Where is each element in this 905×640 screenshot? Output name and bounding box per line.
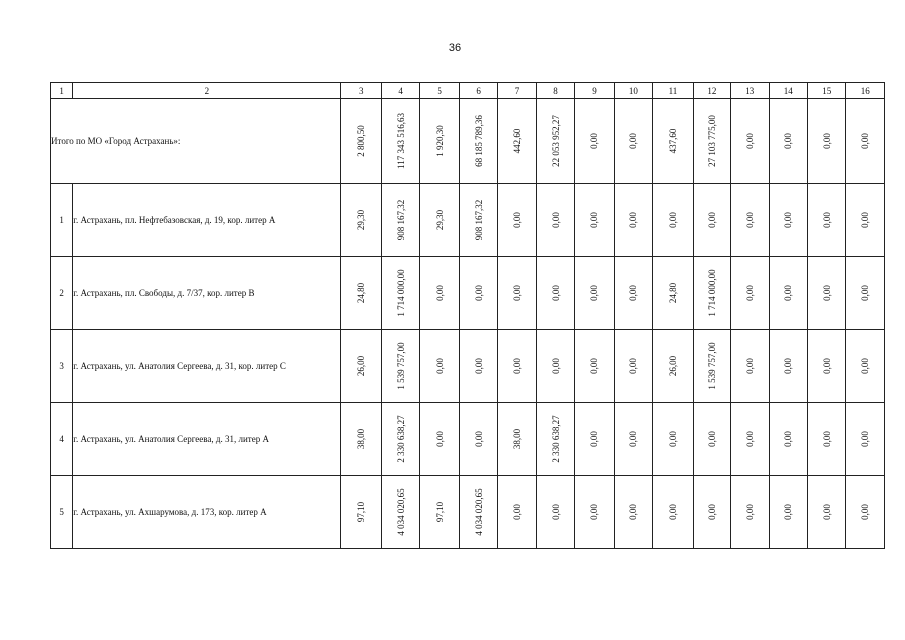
value-cell: [381, 257, 419, 330]
total-value-cell: [769, 99, 807, 184]
total-value-cell: [807, 99, 845, 184]
cell-value: 0,00: [821, 358, 832, 374]
value-cell: [769, 330, 807, 403]
value-cell: [575, 403, 614, 476]
value-cell: [653, 330, 693, 403]
value-cell: [807, 257, 845, 330]
cell-value: 24,80: [667, 282, 678, 304]
cell-value: 0,00: [860, 431, 871, 447]
cell-value: 26,00: [356, 355, 367, 377]
value-cell: [536, 403, 574, 476]
cell-value: 0,00: [628, 504, 639, 520]
table-row: [51, 257, 885, 330]
value-cell: [459, 257, 497, 330]
cell-value: 0,00: [860, 504, 871, 520]
cell-value: 0,00: [821, 212, 832, 228]
column-number-header: 2: [73, 83, 341, 99]
table-body: [51, 83, 885, 549]
value-cell: [769, 476, 807, 549]
value-cell: [653, 184, 693, 257]
value-cell: [498, 184, 536, 257]
column-number-header: 10: [614, 83, 652, 99]
column-number-header: 8: [536, 83, 574, 99]
value-cell: [381, 184, 419, 257]
total-value: 0,00: [589, 133, 600, 149]
cell-value: 1 539 757,00: [706, 342, 717, 390]
cell-value: 0,00: [434, 431, 445, 447]
cell-value: 0,00: [783, 358, 794, 374]
cell-value: 0,00: [550, 285, 561, 301]
cell-value: 0,00: [434, 285, 445, 301]
cell-value: 97,10: [434, 501, 445, 523]
total-value: 68 185 789,36: [473, 115, 484, 167]
value-cell: [769, 184, 807, 257]
cell-value: 0,00: [744, 285, 755, 301]
value-cell: [693, 403, 730, 476]
total-value-cell: [846, 99, 885, 184]
value-cell: [769, 403, 807, 476]
total-value-cell: [653, 99, 693, 184]
value-cell: [807, 476, 845, 549]
value-cell: [653, 403, 693, 476]
value-cell: [731, 403, 769, 476]
column-number-header: 5: [420, 83, 459, 99]
cell-value: 38,00: [512, 428, 523, 450]
cell-value: 0,00: [512, 212, 523, 228]
row-number: 1: [51, 184, 73, 257]
value-cell: [807, 330, 845, 403]
address-cell: г. Астрахань, ул. Анатолия Сергеева, д. 31, литер А: [73, 403, 341, 476]
value-cell: [498, 330, 536, 403]
column-number-header: 13: [731, 83, 769, 99]
value-cell: [731, 184, 769, 257]
value-cell: [420, 184, 459, 257]
cell-value: 0,00: [667, 212, 678, 228]
cell-value: 0,00: [744, 358, 755, 374]
cell-value: 0,00: [667, 431, 678, 447]
total-value-cell: [575, 99, 614, 184]
cell-value: 0,00: [589, 358, 600, 374]
cell-value: 0,00: [628, 212, 639, 228]
value-cell: [459, 330, 497, 403]
cell-value: 0,00: [860, 212, 871, 228]
value-cell: [420, 476, 459, 549]
cell-value: 0,00: [589, 431, 600, 447]
value-cell: [575, 476, 614, 549]
cell-value: 0,00: [706, 504, 717, 520]
total-label: Итого по МО «Город Астрахань»:: [51, 99, 341, 184]
cell-value: 0,00: [821, 285, 832, 301]
cell-value: 4 034 020,65: [395, 488, 406, 536]
cell-value: 0,00: [783, 212, 794, 228]
table-row: [51, 330, 885, 403]
total-value: 117 343 516,63: [395, 113, 406, 169]
cell-value: 0,00: [706, 212, 717, 228]
total-value: 442,60: [512, 128, 523, 154]
cell-value: 0,00: [473, 285, 484, 301]
cell-value: 0,00: [860, 358, 871, 374]
column-number-header: 16: [846, 83, 885, 99]
value-cell: [807, 184, 845, 257]
column-number-header: 11: [653, 83, 693, 99]
value-cell: [420, 257, 459, 330]
page-number: 36: [448, 42, 462, 54]
cell-value: 2 330 638,27: [395, 415, 406, 463]
cell-value: 0,00: [434, 358, 445, 374]
cell-value: 908 167,32: [473, 199, 484, 241]
column-number-header: 6: [459, 83, 497, 99]
cell-value: 0,00: [744, 212, 755, 228]
value-cell: [614, 330, 652, 403]
cell-value: 0,00: [744, 431, 755, 447]
total-value-cell: [614, 99, 652, 184]
value-cell: [693, 476, 730, 549]
cell-value: 0,00: [783, 431, 794, 447]
total-value-cell: [731, 99, 769, 184]
total-value-cell: [693, 99, 730, 184]
cell-value: 0,00: [628, 285, 639, 301]
total-value: 27 103 775,00: [706, 115, 717, 167]
cell-value: 908 167,32: [395, 199, 406, 241]
value-cell: [381, 403, 419, 476]
cell-value: 0,00: [744, 504, 755, 520]
total-value: 2 800,50: [356, 125, 367, 157]
total-value-cell: [341, 99, 381, 184]
row-number: 3: [51, 330, 73, 403]
value-cell: [459, 403, 497, 476]
cell-value: 0,00: [473, 358, 484, 374]
value-cell: [459, 184, 497, 257]
cell-value: 0,00: [589, 504, 600, 520]
cell-value: 0,00: [628, 358, 639, 374]
cell-value: 0,00: [512, 285, 523, 301]
total-value: 437,60: [667, 128, 678, 154]
column-number-header: 12: [693, 83, 730, 99]
value-cell: [536, 476, 574, 549]
value-cell: [575, 184, 614, 257]
cell-value: 0,00: [821, 431, 832, 447]
column-number-header: 15: [807, 83, 845, 99]
total-value-cell: [536, 99, 574, 184]
value-cell: [614, 184, 652, 257]
cell-value: 0,00: [589, 212, 600, 228]
row-number: 5: [51, 476, 73, 549]
cell-value: 0,00: [821, 504, 832, 520]
data-table: [50, 82, 885, 549]
value-cell: [536, 257, 574, 330]
cell-value: 0,00: [706, 431, 717, 447]
cell-value: 0,00: [667, 504, 678, 520]
cell-value: 0,00: [628, 431, 639, 447]
value-cell: [575, 257, 614, 330]
cell-value: 0,00: [550, 212, 561, 228]
value-cell: [693, 184, 730, 257]
value-cell: [341, 257, 381, 330]
column-number-header: 1: [51, 83, 73, 99]
total-value: 0,00: [783, 133, 794, 149]
value-cell: [536, 330, 574, 403]
total-value: 0,00: [860, 133, 871, 149]
column-number-header: 7: [498, 83, 536, 99]
cell-value: 24,80: [356, 282, 367, 304]
cell-value: 29,30: [434, 209, 445, 231]
value-cell: [459, 476, 497, 549]
total-value-cell: [381, 99, 419, 184]
table-row: [51, 184, 885, 257]
row-number: 4: [51, 403, 73, 476]
value-cell: [693, 257, 730, 330]
value-cell: [807, 403, 845, 476]
total-value: 22 053 952,27: [550, 115, 561, 167]
value-cell: [769, 257, 807, 330]
value-cell: [420, 403, 459, 476]
cell-value: 0,00: [860, 285, 871, 301]
cell-value: 1 714 000,00: [395, 269, 406, 317]
cell-value: 0,00: [473, 431, 484, 447]
total-value: 1 920,30: [434, 125, 445, 157]
cell-value: 0,00: [550, 358, 561, 374]
value-cell: [731, 476, 769, 549]
address-cell: г. Астрахань, пл. Нефтебазовская, д. 19, кор. литер А: [73, 184, 341, 257]
value-cell: [575, 330, 614, 403]
total-value: 0,00: [628, 133, 639, 149]
address-cell: г. Астрахань, пл. Свободы, д. 7/37, кор. литер В: [73, 257, 341, 330]
total-value: 0,00: [821, 133, 832, 149]
column-number-header: 9: [575, 83, 614, 99]
value-cell: [846, 403, 885, 476]
total-value-cell: [420, 99, 459, 184]
value-cell: [498, 257, 536, 330]
table-row: [51, 476, 885, 549]
value-cell: [614, 403, 652, 476]
column-number-row: [51, 83, 885, 99]
value-cell: [536, 184, 574, 257]
value-cell: [381, 476, 419, 549]
cell-value: 1 714 000,00: [706, 269, 717, 317]
column-number-header: 4: [381, 83, 419, 99]
column-number-header: 3: [341, 83, 381, 99]
total-value-cell: [459, 99, 497, 184]
value-cell: [846, 257, 885, 330]
cell-value: 29,30: [356, 209, 367, 231]
value-cell: [731, 257, 769, 330]
value-cell: [653, 257, 693, 330]
cell-value: 26,00: [667, 355, 678, 377]
table-row: [51, 403, 885, 476]
value-cell: [341, 476, 381, 549]
cell-value: 0,00: [783, 285, 794, 301]
value-cell: [693, 330, 730, 403]
cell-value: 0,00: [512, 504, 523, 520]
cell-value: 97,10: [356, 501, 367, 523]
address-cell: г. Астрахань, ул. Ахшарумова, д. 173, кор. литер А: [73, 476, 341, 549]
value-cell: [653, 476, 693, 549]
cell-value: 0,00: [512, 358, 523, 374]
value-cell: [614, 257, 652, 330]
value-cell: [731, 330, 769, 403]
value-cell: [381, 330, 419, 403]
total-value-cell: [498, 99, 536, 184]
value-cell: [846, 184, 885, 257]
value-cell: [341, 330, 381, 403]
value-cell: [498, 476, 536, 549]
cell-value: 4 034 020,65: [473, 488, 484, 536]
value-cell: [341, 403, 381, 476]
row-number: 2: [51, 257, 73, 330]
cell-value: 0,00: [589, 285, 600, 301]
cell-value: 0,00: [550, 504, 561, 520]
column-number-header: 14: [769, 83, 807, 99]
value-cell: [846, 330, 885, 403]
value-cell: [498, 403, 536, 476]
value-cell: [341, 184, 381, 257]
cell-value: 0,00: [783, 504, 794, 520]
total-row: [51, 99, 885, 184]
total-value: 0,00: [744, 133, 755, 149]
cell-value: 2 330 638,27: [550, 415, 561, 463]
address-cell: г. Астрахань, ул. Анатолия Сергеева, д. 31, кор. литер С: [73, 330, 341, 403]
value-cell: [614, 476, 652, 549]
cell-value: 1 539 757,00: [395, 342, 406, 390]
value-cell: [846, 476, 885, 549]
cell-value: 38,00: [356, 428, 367, 450]
value-cell: [420, 330, 459, 403]
